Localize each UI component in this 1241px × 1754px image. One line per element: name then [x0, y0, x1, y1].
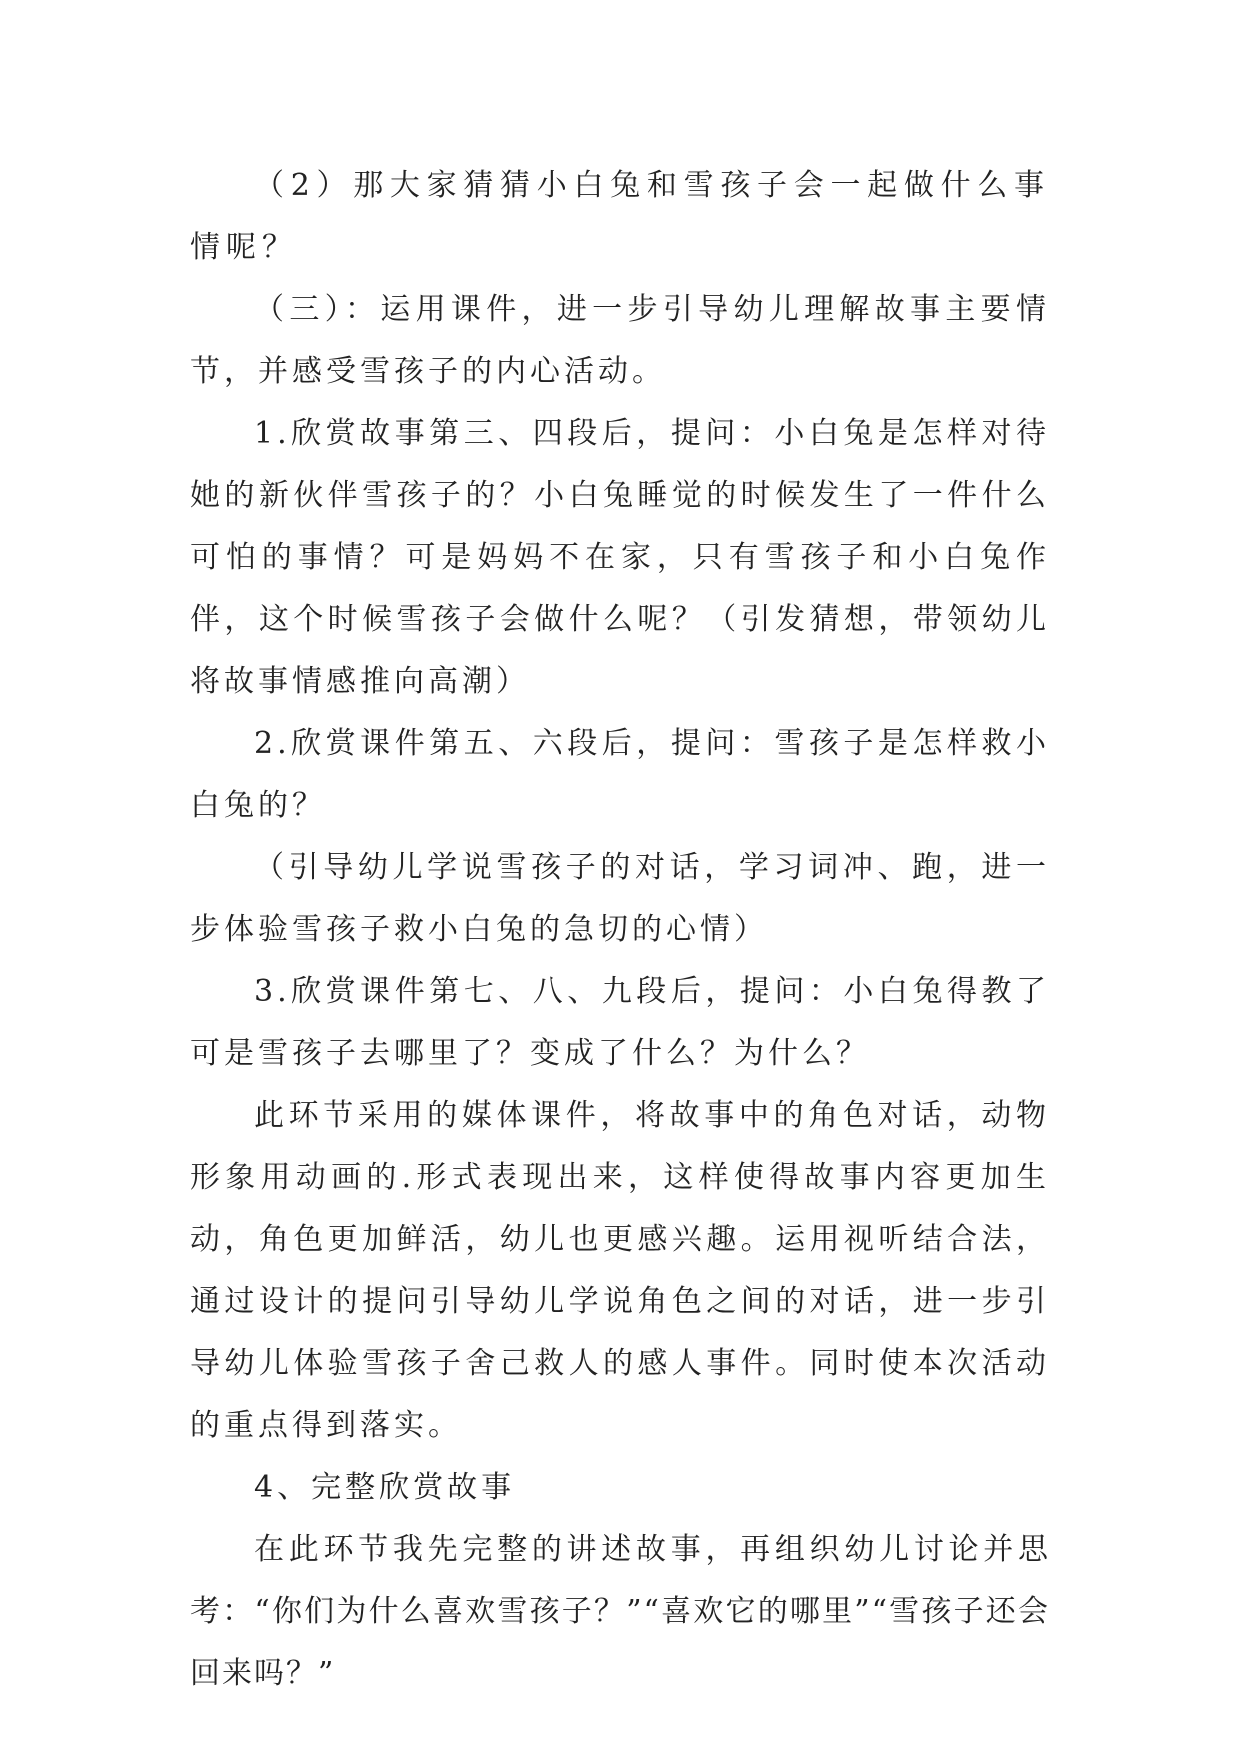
document-body — [190, 155, 1050, 1705]
paragraph-media-explanation: 此环节采用的媒体课件，将故事中的角色对话，动物形象用动画的.形式表现出来，这样使得故事内容更加生动，角色更加鲜活，幼儿也更感兴趣。运用视听结合法，通过设计的提问引导幼儿学说角色之间的对话，进一步引导幼儿体验雪孩子舍己救人的感人事件。同时使本次活动的重点得到落实。 — [190, 1098, 1050, 1443]
paragraph-item-1: 1.欣赏故事第三、四段后，提问：小白兔是怎样对待她的新伙伴雪孩子的？小白兔睡觉的时候发生了一件什么可怕的事情？可是妈妈不在家，只有雪孩子和小白兔作伴，这个时候雪孩子会做什么呢？（引发猜想，带领幼儿将故事情感推向高潮） — [190, 416, 1050, 699]
paragraph-guess-question: （2）那大家猜猜小白兔和雪孩子会一起做什么事情呢？ — [190, 168, 1050, 265]
paragraph-item-3: 3.欣赏课件第七、八、九段后，提问：小白兔得教了可是雪孩子去哪里了？变成了什么？为什么？ — [190, 974, 1050, 1071]
paragraph-item-2: 2.欣赏课件第五、六段后，提问：雪孩子是怎样救小白兔的？ — [190, 726, 1050, 823]
paragraph-discussion: 在此环节我先完整的讲述故事，再组织幼儿讨论并思考：“你们为什么喜欢雪孩子？”“喜欢它的哪里”“雪孩子还会回来吗？” — [190, 1532, 1050, 1691]
paragraph-item-2-note: （引导幼儿学说雪孩子的对话，学习词冲、跑，进一步体验雪孩子救小白兔的急切的心情） — [190, 850, 1050, 947]
paragraph-item-4-heading: 4、完整欣赏故事 — [254, 1470, 516, 1505]
paragraph-section-three: （三）：运用课件，进一步引导幼儿理解故事主要情节，并感受雪孩子的内心活动。 — [190, 292, 1050, 389]
